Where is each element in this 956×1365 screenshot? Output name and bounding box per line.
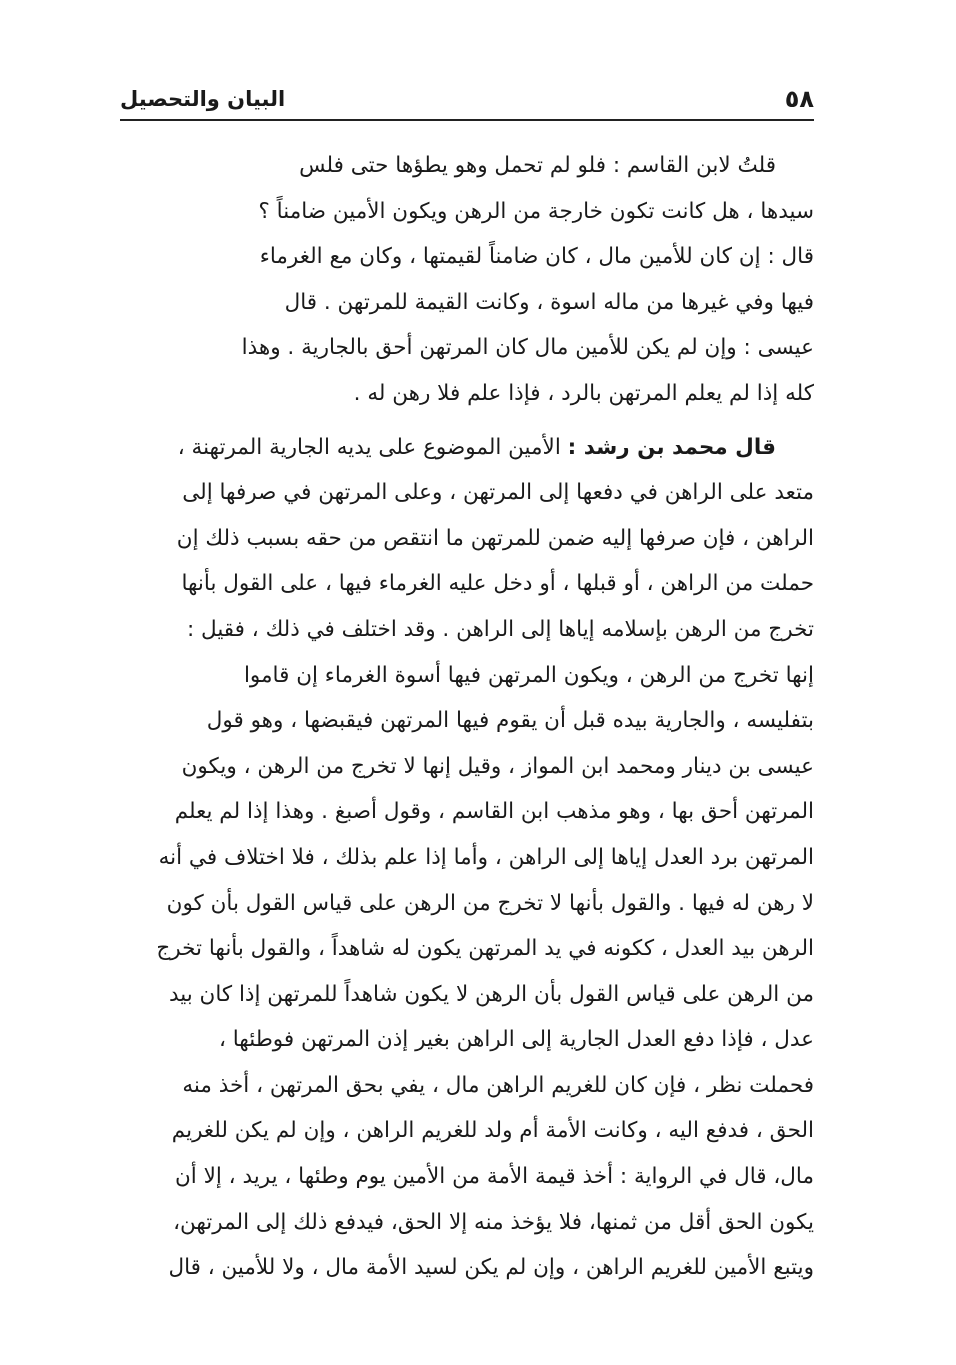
paragraph-line: يكون الحق أقل من ثمنها، فلا يؤخذ منه إلا الحق، فيدفع ذلك إلى المرتهن، (173, 1209, 814, 1235)
paragraph-line: قلتُ لابن القاسم : فلو لم تحمل وهو يطؤها حتى فلس (299, 153, 776, 178)
running-title: البيان والتحصيل (120, 87, 286, 111)
paragraph-line: الرهن بيد العدل ، ككونه في يد المرتهن يكون له شاهداً ، والقول بأنها تخرج (156, 936, 814, 962)
paragraph-line: مال، قال في الرواية : أخذ قيمة الأمة من الأمين يوم وطئها ، يريد ، إلا أن (175, 1164, 814, 1190)
paragraph-line: فحملت نظر ، فإن كان للغريم الراهن مال ، يفي بحق المرتهن ، أخذ منه (182, 1072, 814, 1098)
paragraph-line: سيدها ، هل كانت تكون خارجة من الرهن ويكون الأمين ضامناً ؟ (258, 198, 814, 224)
page-header (120, 82, 814, 116)
paragraph-line: فيها وفي غيرها من ماله اسوة ، وكانت القيمة للمرتهن . قال (284, 289, 814, 315)
body-text (118, 143, 814, 1291)
paragraph-line: كله إذا لم يعلم المرتهن بالرد ، فإذا علم فلا رهن له . (353, 380, 814, 406)
paragraph-line: لا رهن له فيها . والقول بأنها لا تخرج من الرهن على قياس القول بأن كون (166, 890, 814, 916)
paragraph-line: المرتهن برد العدل إياها إلى الراهن ، وأما إذا علم بذلك ، فلا اختلاف في أنه (158, 844, 814, 870)
paragraph-line: بتفليسه ، والجارية بيده قبل أن يقوم فيها المرتهن فيقبضها ، وهو قول (206, 708, 814, 734)
paragraph-2 (118, 425, 814, 1291)
paragraph-line: قال : إن كان للأمين مال ، كان ضامناً لقيمتها ، وكان مع الغرماء (259, 244, 814, 270)
paragraph-line: عدل ، فإذا دفع العدل الجارية إلى الراهن بغير إذن المرتهن فوطئها ، (218, 1027, 814, 1053)
paragraph-line-rest: الأمين الموضوع على يديه الجارية المرتهنة ، (177, 434, 561, 460)
paragraph-line: ويتبع الأمين للغريم الراهن ، وإن لم يكن لسيد الأمة مال ، ولا للأمين ، قال (168, 1255, 814, 1281)
paragraph-line: عيسى بن دينار ومحمد ابن المواز ، وقيل إنها لا تخرج من الرهن ، ويكون (181, 753, 814, 779)
paragraph-line: المرتهن أحق بها ، وهو مذهب ابن القاسم ، وقول أصبغ . وهذا إذا لم يعلم (174, 799, 814, 825)
paragraph-line: الراهن ، فإن صرفها إليه ضمن للمرتهن ما انتقص من حقه بسبب ذلك إن (176, 525, 814, 551)
paragraph-line: إنها تخرج من الرهن ، ويكون المرتهن فيها أسوة الغرماء إن قاموا (243, 662, 814, 688)
paragraph-line: من الرهن على قياس القول بأن الرهن لا يكون شاهداً للمرتهن إذا كان بيد (168, 981, 814, 1007)
page-number: ٥٨ (784, 85, 814, 113)
commentary-lead-in: قال محمد بن رشد : (567, 434, 776, 460)
paragraph-line: الحق ، فدفع اليه ، وكانت الأمة أم ولد للغريم الراهن ، وإن لم يكن للغريم (171, 1118, 814, 1144)
paragraph-line: متعد على الراهن في دفعها إلى المرتهن ، وعلى المرتهن في صرفها إلى (182, 480, 814, 506)
header-divider (120, 119, 814, 121)
paragraph-1 (118, 143, 814, 417)
paragraph-first-line (118, 425, 814, 471)
paragraph-spacer (118, 417, 814, 425)
paragraph-line: تخرج من الرهن بإسلامه إياها إلى الراهن . وقد اختلف في ذلك ، فقيل : (186, 616, 814, 642)
paragraph-line: عيسى : وإن لم يكن للأمين مال كان المرتهن أحق بالجارية . وهذا (241, 335, 814, 361)
paragraph-line: حملت من الراهن ، أو قبلها ، أو دخل عليه الغرماء فيها ، على القول بأنها (181, 571, 814, 597)
